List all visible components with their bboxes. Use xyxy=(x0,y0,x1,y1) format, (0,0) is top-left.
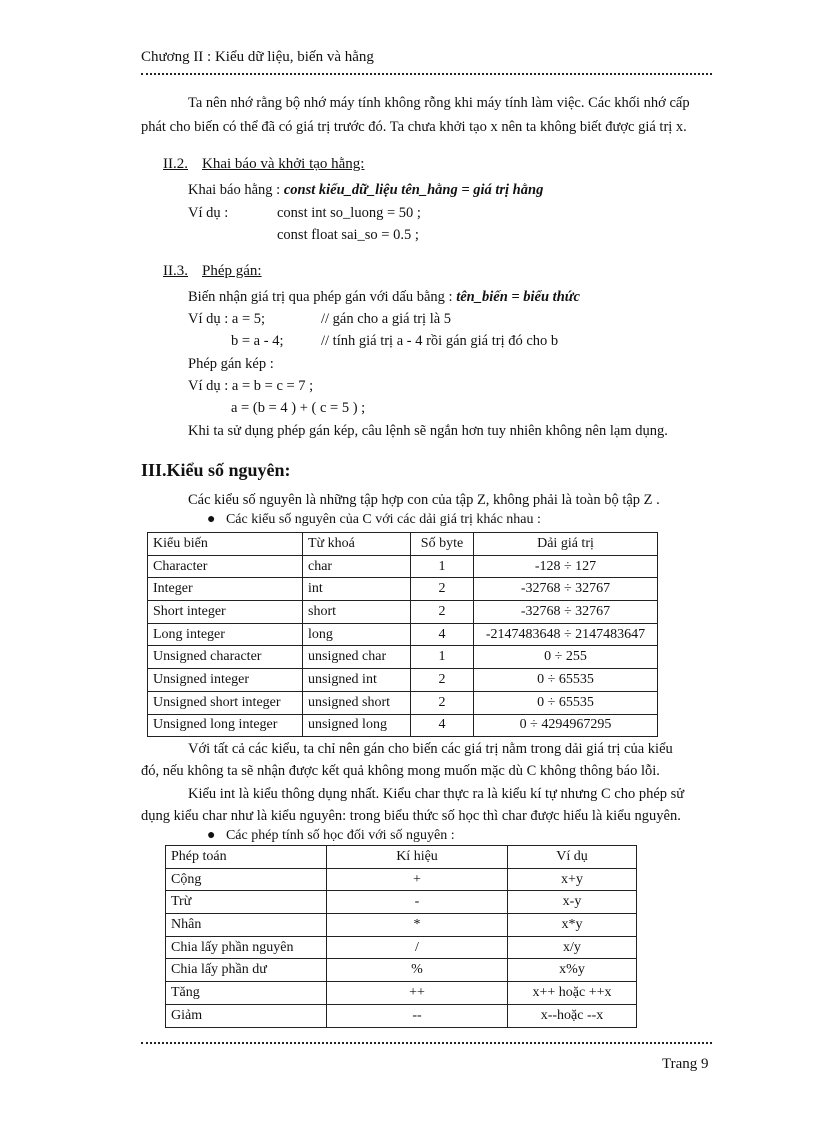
table-header-cell: Dải giá trị xyxy=(474,533,658,556)
table-cell: unsigned int xyxy=(303,669,411,692)
table-row xyxy=(166,891,637,914)
section-number: II.3. xyxy=(163,263,188,279)
table-row xyxy=(148,646,658,669)
table-cell: % xyxy=(327,959,508,982)
const-syntax xyxy=(188,182,543,199)
table-cell: -32768 ÷ 32767 xyxy=(474,601,658,624)
table-row xyxy=(148,691,658,714)
table-header-cell: Số byte xyxy=(411,533,474,556)
table-cell: ++ xyxy=(327,982,508,1005)
table-cell: 1 xyxy=(411,555,474,578)
table-cell: -2147483648 ÷ 2147483647 xyxy=(474,623,658,646)
table-cell: x%y xyxy=(508,959,637,982)
table-cell: Unsigned integer xyxy=(148,669,303,692)
table-header-cell: Kiểu biến xyxy=(148,533,303,556)
table-cell: + xyxy=(327,868,508,891)
table-cell: Long integer xyxy=(148,623,303,646)
const-syntax-prefix: Khai báo hằng : xyxy=(188,182,284,198)
section-heading-2-2 xyxy=(163,156,364,173)
bullet-integer-ops xyxy=(207,828,455,844)
multi-assign-example-2: a = (b = 4 ) + ( c = 5 ) ; xyxy=(231,400,366,416)
table-cell: -- xyxy=(327,1004,508,1027)
table-row xyxy=(166,914,637,937)
table-cell: Unsigned character xyxy=(148,646,303,669)
table-cell: Character xyxy=(148,555,303,578)
section-title: Kiểu số nguyên: xyxy=(166,460,291,480)
table-cell: Nhân xyxy=(166,914,327,937)
section-number: III. xyxy=(141,460,167,480)
assign-syntax-prefix: Biến nhận giá trị qua phép gán với dấu bằng : xyxy=(188,289,457,305)
section-heading-2-3 xyxy=(163,263,262,280)
table-row xyxy=(166,936,637,959)
section-number: II.2. xyxy=(163,156,188,172)
types-note-line-1: Với tất cả các kiểu, ta chỉ nên gán cho biến các giá trị nằm trong dải giá trị của kiểu xyxy=(188,741,673,757)
table-cell: Chia lấy phần dư xyxy=(166,959,327,982)
assign-example-1-comment: // gán cho a giá trị là 5 xyxy=(321,311,452,327)
multi-assign-label: Phép gán kép : xyxy=(188,356,274,372)
table-cell: -128 ÷ 127 xyxy=(474,555,658,578)
table-row xyxy=(148,623,658,646)
table-cell: Unsigned short integer xyxy=(148,691,303,714)
table-cell: x++ hoặc ++x xyxy=(508,982,637,1005)
bullet-integer-types xyxy=(207,512,541,528)
table-cell: long xyxy=(303,623,411,646)
table-row xyxy=(148,601,658,624)
table-cell: char xyxy=(303,555,411,578)
integer-ops-table xyxy=(165,845,637,1028)
table-cell: 4 xyxy=(411,623,474,646)
table-row xyxy=(166,868,637,891)
table-cell: Short integer xyxy=(148,601,303,624)
section-heading-3 xyxy=(141,460,291,481)
assign-example-2-code: b = a - 4; xyxy=(231,333,284,349)
table-cell: 0 ÷ 4294967295 xyxy=(474,714,658,737)
integer-intro: Các kiểu số nguyên là những tập hợp con của tập Z, không phải là toàn bộ tập Z . xyxy=(188,492,660,508)
table-row xyxy=(166,982,637,1005)
const-example-2: const float sai_so = 0.5 ; xyxy=(277,227,419,243)
table-cell: 1 xyxy=(411,646,474,669)
table-row xyxy=(148,578,658,601)
table-cell: Integer xyxy=(148,578,303,601)
table-header-row xyxy=(166,846,637,869)
table-cell: x-y xyxy=(508,891,637,914)
bullet-text: Các phép tính số học đối với số nguyên : xyxy=(225,828,455,843)
assign-example-2-comment: // tính giá trị a - 4 rồi gán giá trị đó cho b xyxy=(321,333,559,349)
const-example-label: Ví dụ : xyxy=(188,205,229,221)
int-char-line-2: dụng kiểu char như là kiểu nguyên: trong biểu thức số học thì char được hiểu là kiểu nguyên. xyxy=(141,808,681,824)
integer-types-table xyxy=(147,532,658,737)
table-cell: x+y xyxy=(508,868,637,891)
page-header-title: Chương II : Kiểu dữ liệu, biến và hằng xyxy=(141,49,374,65)
table-header-row xyxy=(148,533,658,556)
bullet-dot-icon: ● xyxy=(207,512,216,527)
assign-syntax xyxy=(188,289,580,306)
table-cell: - xyxy=(327,891,508,914)
table-row xyxy=(166,959,637,982)
table-cell: -32768 ÷ 32767 xyxy=(474,578,658,601)
table-cell: unsigned long xyxy=(303,714,411,737)
table-cell: Tăng xyxy=(166,982,327,1005)
multi-assign-note: Khi ta sử dụng phép gán kép, câu lệnh sẽ ngắn hơn tuy nhiên không nên lạm dụng. xyxy=(188,423,668,439)
table-cell: 0 ÷ 65535 xyxy=(474,669,658,692)
table-cell: 2 xyxy=(411,669,474,692)
table-cell: 2 xyxy=(411,578,474,601)
table-cell: Chia lấy phần nguyên xyxy=(166,936,327,959)
page-number: Trang 9 xyxy=(662,1056,709,1072)
table-cell: x*y xyxy=(508,914,637,937)
table-cell: 2 xyxy=(411,691,474,714)
table-cell: int xyxy=(303,578,411,601)
intro-line-2: phát cho biến có thể đã có giá trị trước đó. Ta chưa khởi tạo x nên ta không biết được giá trị x. xyxy=(141,119,687,135)
section-title: Khai báo và khởi tạo hằng: xyxy=(202,156,365,172)
table-cell: Trừ xyxy=(166,891,327,914)
assign-syntax-formula: tên_biến = biểu thức xyxy=(456,289,580,305)
table-header-cell: Phép toán xyxy=(166,846,327,869)
const-syntax-formula: const kiểu_dữ_liệu tên_hằng = giá trị hằng xyxy=(283,182,544,198)
assign-example-1-code: Ví dụ : a = 5; xyxy=(188,311,266,327)
table-cell: unsigned short xyxy=(303,691,411,714)
table-cell: 0 ÷ 65535 xyxy=(474,691,658,714)
table-row xyxy=(166,1004,637,1027)
header-divider xyxy=(141,73,712,75)
table-row xyxy=(148,669,658,692)
table-row xyxy=(148,714,658,737)
table-cell: * xyxy=(327,914,508,937)
table-cell: 4 xyxy=(411,714,474,737)
table-cell: Unsigned long integer xyxy=(148,714,303,737)
table-row xyxy=(148,555,658,578)
table-header-cell: Ví dụ xyxy=(508,846,637,869)
table-cell: unsigned char xyxy=(303,646,411,669)
table-cell: short xyxy=(303,601,411,624)
types-note-line-2: đó, nếu không ta sẽ nhận được kết quả không mong muốn mặc dù C không thông báo lỗi. xyxy=(141,763,660,779)
table-cell: Giảm xyxy=(166,1004,327,1027)
table-cell: 0 ÷ 255 xyxy=(474,646,658,669)
table-cell: x--hoặc --x xyxy=(508,1004,637,1027)
int-char-line-1: Kiểu int là kiểu thông dụng nhất. Kiểu char thực ra là kiểu kí tự nhưng C cho phép sử xyxy=(188,786,685,802)
table-header-cell: Kí hiệu xyxy=(327,846,508,869)
table-cell: 2 xyxy=(411,601,474,624)
table-cell: Cộng xyxy=(166,868,327,891)
bullet-dot-icon: ● xyxy=(207,828,216,843)
footer-divider xyxy=(141,1042,712,1044)
table-header-cell: Từ khoá xyxy=(303,533,411,556)
table-cell: / xyxy=(327,936,508,959)
intro-line-1: Ta nên nhớ rằng bộ nhớ máy tính không rỗng khi máy tính làm việc. Các khối nhớ cấp xyxy=(188,95,690,111)
table-cell: x/y xyxy=(508,936,637,959)
multi-assign-example-1: Ví dụ : a = b = c = 7 ; xyxy=(188,378,314,394)
section-title: Phép gán: xyxy=(202,263,262,279)
const-example-1: const int so_luong = 50 ; xyxy=(277,205,421,221)
bullet-text: Các kiểu số nguyên của C với các dải giá trị khác nhau : xyxy=(225,512,541,527)
